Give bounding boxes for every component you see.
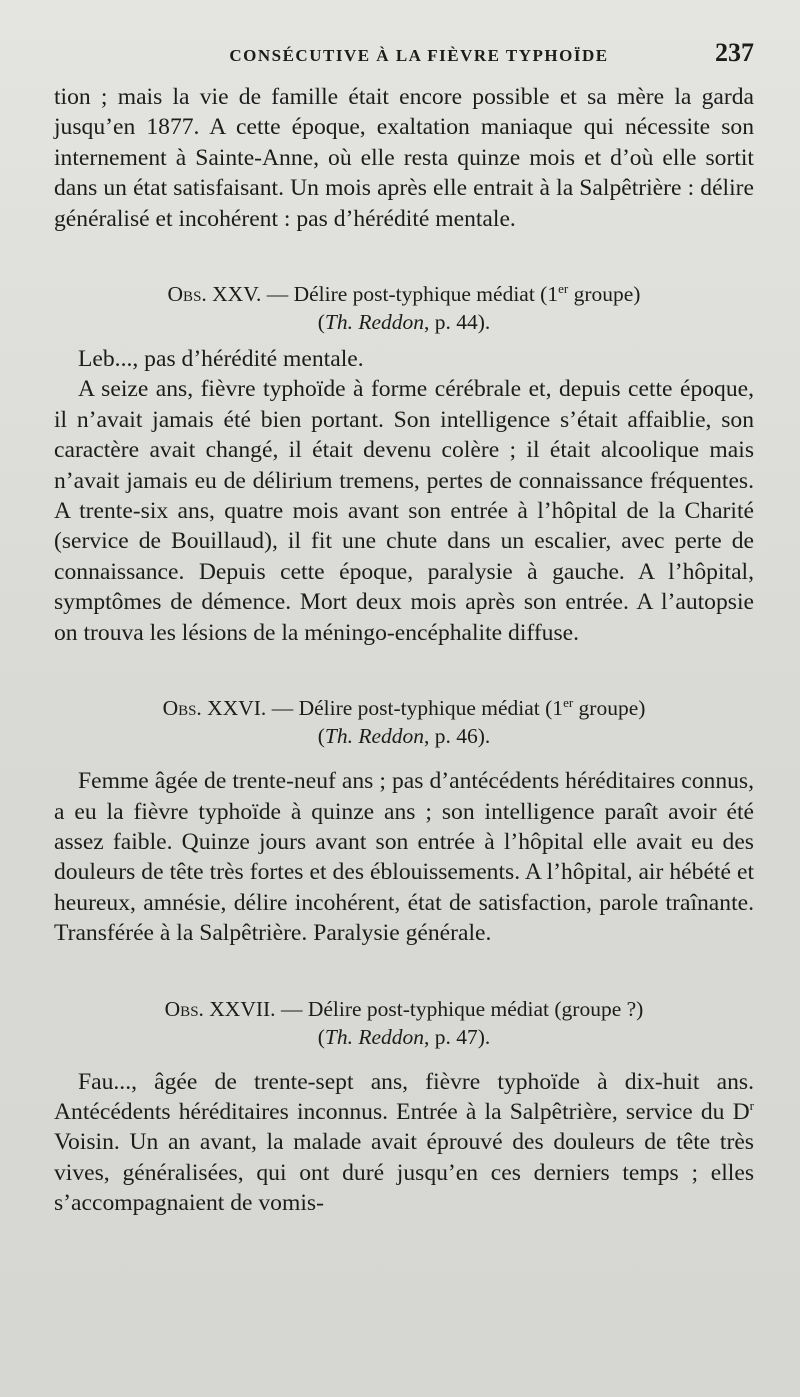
page-number: 237 [715, 38, 754, 67]
observation-reference: (Th. Reddon, p. 44). [317, 310, 491, 335]
intro-paragraph: tion ; mais la vie de famille était encore possible et sa mère la garda jusqu’en 1877. A cette époque, exaltation maniaque qui nécessite son internement à Sainte-Anne, où elle resta quinze mois et d’où elle sortit dans un état satisfaisant. Un mois après elle entrait à la Salpêtrière : délire généralisé et incohérent : pas d’hérédité mentale. [54, 84, 754, 232]
observation-heading-xxv [54, 280, 754, 336]
observation-paragraph: Fau..., âgée de trente-sept ans, fièvre typhoïde à dix-huit ans. Antécédents héréditaires inconnus. Entrée à la Salpêtrière, service du $D^r$ Voisin. Un an avant, la malade avait éprouvé des douleurs de tête très vives, généralisées, qui ont duré jusqu’en ces derniers temps ; elles s’accompagnaient de vomis- [54, 1068, 754, 1217]
observation-title: — Délire post-typhique médiat (1 [271, 696, 564, 721]
observation-label: Obs. XXV. [167, 282, 262, 307]
observation-title: — Délire post-typhique médiat (1 [266, 282, 559, 307]
observation-title: — Délire post-typhique médiat (groupe ?) [280, 996, 644, 1021]
superscript: r [749, 1098, 754, 1114]
observation-heading-xxvi [54, 694, 754, 750]
running-head [54, 38, 754, 82]
observation-title-end: groupe) [573, 696, 646, 721]
reference-author: Th. Reddon [324, 724, 424, 749]
running-title: CONSÉCUTIVE À LA FIÈVRE TYPHOÏDE [229, 46, 609, 65]
observation-reference: (Th. Reddon, p. 47). [317, 1024, 491, 1049]
observation-heading-xxvii [54, 995, 754, 1051]
observation-title-end: groupe) [568, 282, 641, 307]
superscript: er [558, 280, 569, 296]
observation-label: Obs. XXVI. [162, 696, 267, 721]
superscript: er [563, 694, 574, 710]
observation-paragraph: Femme âgée de trente-neuf ans ; pas d’antécédents héréditaires connus, a eu la fièvre typhoïde à quinze ans ; son intelligence paraît avoir été assez faible. Quinze jours avant son entrée à l’hôpital elle avait eu des douleurs de tête très fortes et des éblouissements. A l’hôpital, air hébété et heureux, amnésie, délire incohérent, état de satisfaction, parole traînante. Transférée à la Salpêtrière. Paralysie générale. [54, 768, 754, 947]
reference-author: Th. Reddon [324, 310, 424, 335]
observation-paragraph: Leb..., pas d’hérédité mentale. [78, 346, 364, 373]
reference-author: Th. Reddon [324, 1024, 424, 1049]
observation-paragraph: A seize ans, fièvre typhoïde à forme cérébrale et, depuis cette époque, il n’avait jamais été bien portant. Son intelligence s’était affaiblie, son caractère avait changé, il était devenu colère ; il était alcoolique mais n’avait jamais eu de délirium tremens, pertes de connaissance fréquentes. A trente-six ans, quatre mois avant son entrée à l’hôpital de la Charité (service de Bouillaud), il fit une chute dans un escalier, avec perte de connaissance. Depuis cette époque, paralysie à gauche. A l’hôpital, symptômes de démence. Mort deux mois après son entrée. A l’autopsie on trouva les lésions de la méningo-encéphalite diffuse. [54, 376, 754, 646]
observation-reference: (Th. Reddon, p. 46). [317, 724, 491, 749]
observation-label: Obs. XXVII. [164, 996, 276, 1021]
